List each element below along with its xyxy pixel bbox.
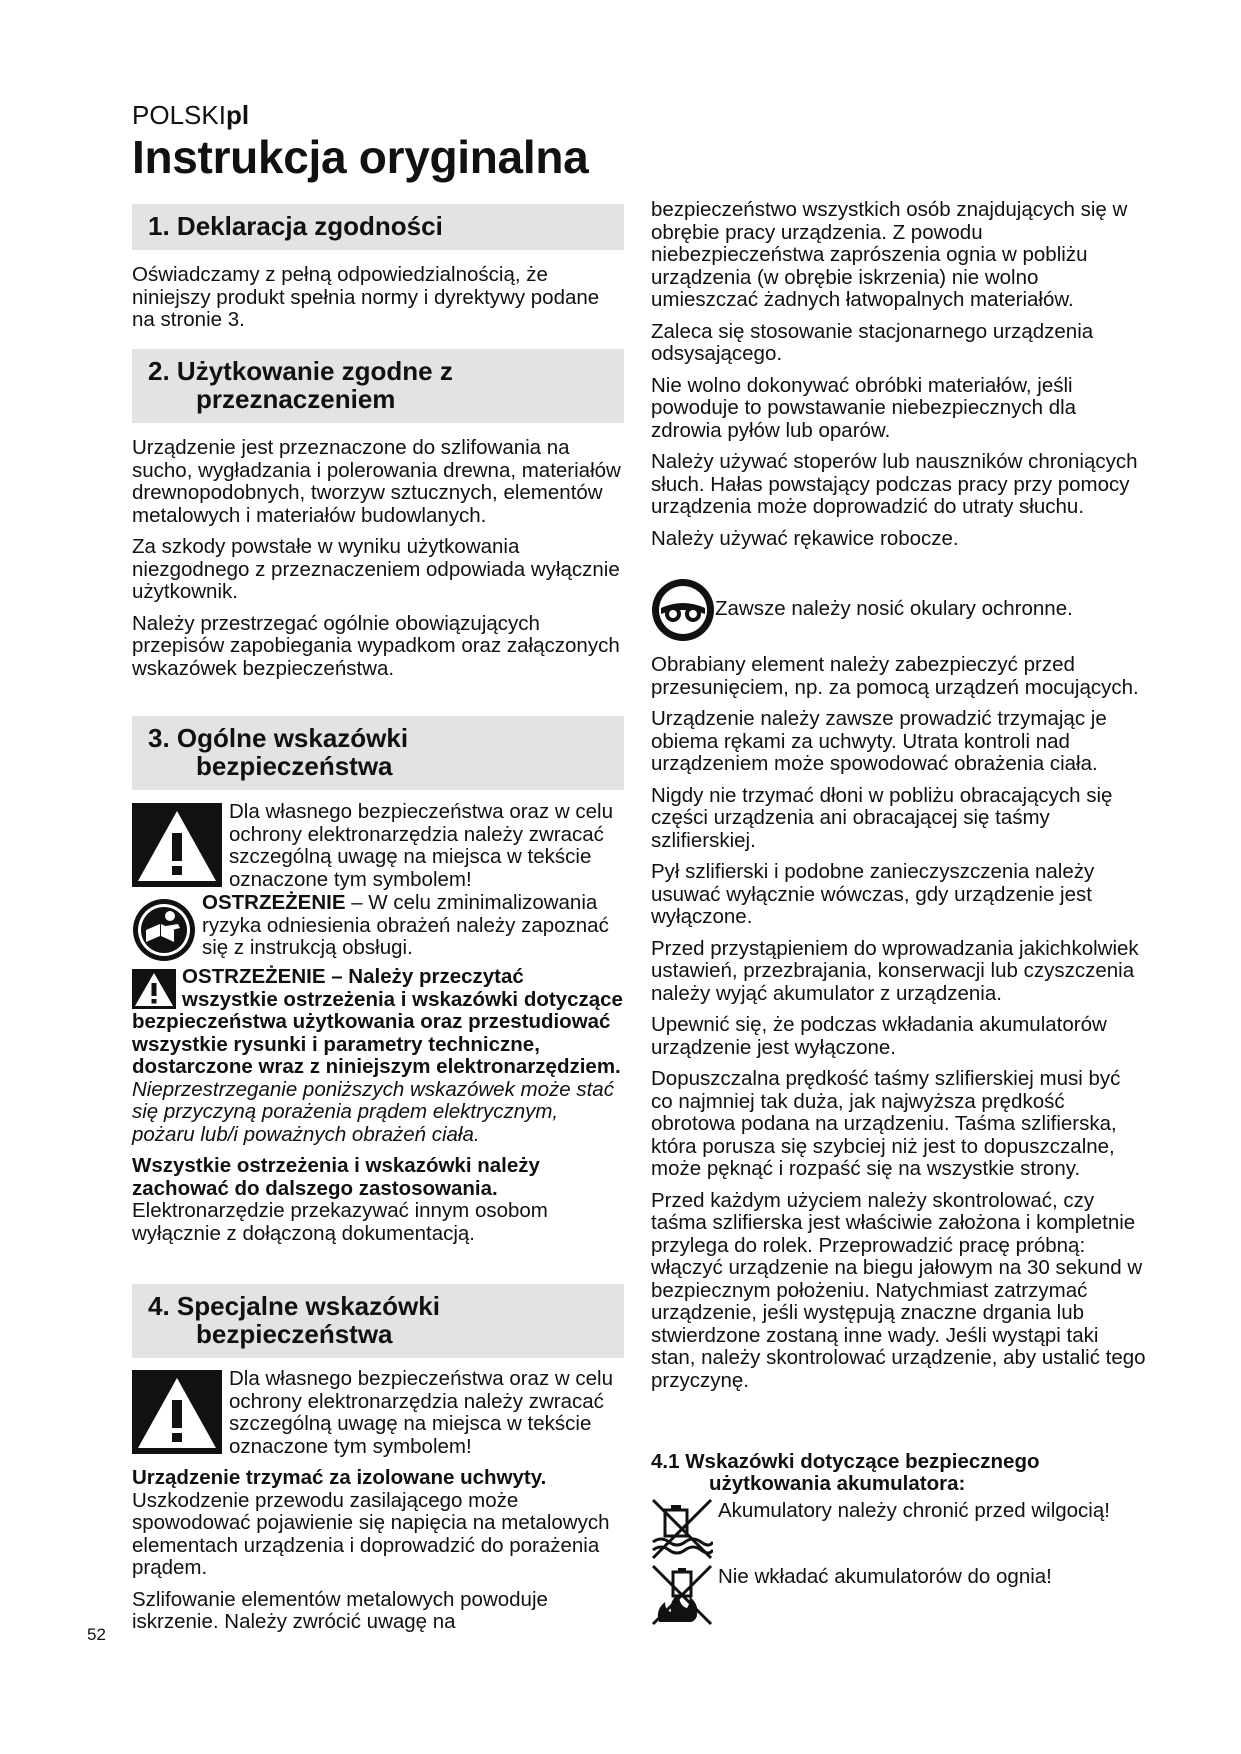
section-2-paragraph: Urządzenie jest przeznaczone do szlifowania na sucho, wygładzania i polerowania drewna, materiałów drewnopodobnych, tworzyw sztucznych, elementów metalowych i materiałów budowlanych.	[132, 436, 621, 527]
section-1-text: Oświadczamy z pełną odpowiedzialnością, że niniejszy produkt spełnia normy i dyrektywy podane na stronie 3.	[132, 263, 600, 331]
section-4-heading: 4. Specjalne wskazówki bezpieczeństwa	[132, 1284, 624, 1358]
section-3-warning-text: Dla własnego bezpieczeństwa oraz w celu ochrony elektronarzędzia należy zwracać szczególną uwagę na miejsca w tekście oznaczone tym symbolem!	[229, 800, 614, 891]
right-paragraph: Nie wolno dokonywać obróbki materiałów, jeśli powoduje to powstawanie niebezpiecznych dla zdrowia pyłów lub oparów.	[651, 373, 1077, 442]
section-3-heading: 3. Ogólne wskazówki bezpieczeństwa	[132, 716, 624, 790]
section-4-warning-text: Dla własnego bezpieczeństwa oraz w celu ochrony elektronarzędzia należy zwracać szczególną uwagę na miejsca w tekście oznaczone tym symbolem!	[229, 1367, 614, 1458]
right-paragraph: Przed każdym użyciem należy skontrolować, czy taśma szlifierska jest właściwie założona i kompletnie przylega do rolek. Przeprowadzić pracę próbną: włączyć urządzenie na biegu jałowym na 30 sekund w bezpiecznym położeniu. Natychmiast zatrzymać urządzenie, jeśli występują znaczne drgania lub stwierdzone zostaną inne wady. Jeśli wystąpi taki stan, należy skontrolować urządzenie, aby ustalić tego przyczynę.	[651, 1188, 1146, 1392]
read-manual-icon	[132, 898, 196, 962]
fire-warning-text: Nie wkładać akumulatorów do ognia!	[718, 1565, 1052, 1588]
moisture-warning-text: Akumulatory należy chronić przed wilgocią!	[718, 1499, 1110, 1522]
right-paragraph: Nigdy nie trzymać dłoni w pobliżu obracających się części urządzenia ani obracającej się taśmy szlifierskiej.	[651, 783, 1113, 852]
page-title: Instrukcja oryginalna	[132, 131, 589, 183]
right-paragraph: Przed przystąpieniem do wprowadzania jakichkolwiek ustawień, przezbrajania, konserwacji lub czyszczenia należy wyjąć akumulator z urządzenia.	[651, 936, 1139, 1005]
right-paragraph: Należy używać stoperów lub nauszników chroniących słuch. Hałas powstający podczas pracy przy pomocy urządzenia może doprowadzić do utraty słuchu.	[651, 450, 1138, 518]
right-paragraph: Pył szlifierski i podobne zanieczyszczenia należy usuwać wyłącznie wówczas, gdy urządzenie jest wyłączone.	[651, 860, 1095, 928]
section-1-heading: 1. Deklaracja zgodności	[132, 204, 624, 250]
no-moisture-icon	[651, 1498, 713, 1560]
language-label: POLSKIpl	[132, 100, 250, 130]
warning-triangle-small-icon	[132, 969, 176, 1009]
no-fire-icon	[651, 1564, 713, 1626]
right-paragraph: Urządzenie należy zawsze prowadzić trzymając je obiema rękami za uchwyty. Utrata kontroli nad urządzeniem może spowodować obrażenia ciała.	[651, 707, 1107, 775]
warning-triangle-icon	[132, 803, 222, 887]
safety-goggles-icon	[651, 578, 715, 642]
warning-triangle-icon	[132, 1370, 222, 1454]
page-number: 52	[87, 1625, 106, 1644]
right-paragraph: bezpieczeństwo wszystkich osób znajdujących się w obrębie pracy urządzenia. Z powodu niebezpieczeństwa zaprószenia ognia w pobliżu urządzenia (w obrębie iskrzenia) nie wolno umieszczać żadnych łatwopalnych materiałów.	[651, 198, 1128, 311]
keep-instructions-text: Wszystkie ostrzeżenia i wskazówki należy zachować do dalszego zastosowania. Elektronarzędzie przekazywać innym osobom wyłącznie z dołączoną dokumentacją.	[132, 1154, 548, 1245]
insulated-grip-text: Urządzenie trzymać za izolowane uchwyty. Uszkodzenie przewodu zasilającego może spowodować pojawienie się napięcia na metalowych elementach urządzenia i doprowadzić do porażenia prądem.	[132, 1466, 610, 1579]
read-manual-warning: OSTRZEŻENIE – W celu zminimalizowania ryzyka odniesienia obrażeń należy zapoznać się z instrukcją obsługi.	[202, 891, 609, 959]
general-safety-warning: OSTRZEŻENIE – Należy przeczytać wszystkie ostrzeżenia i wskazówki dotyczące bezpieczeństwa użytkowania oraz przestudiować wszystkie rysunki i parametry techniczne, dostarczone wraz z niniejszym elektronarzędziem. Nieprzestrzeganie poniższych wskazówek może stać się przyczyną porażenia prądem elektrycznym, pożaru lub/i poważnych obrażeń ciała.	[132, 965, 623, 1146]
right-paragraph: Należy używać rękawice robocze.	[651, 526, 959, 550]
right-paragraph: Upewnić się, że podczas wkładania akumulatorów urządzenie jest wyłączone.	[651, 1013, 1107, 1059]
sparks-text: Szlifowanie elementów metalowych powoduje iskrzenie. Należy zwrócić uwagę na	[132, 1587, 548, 1633]
subsection-4-1-heading: 4.1 Wskazówki dotyczące bezpiecznego użytkowania akumulatora:	[651, 1450, 1040, 1495]
right-paragraph: Dopuszczalna prędkość taśmy szlifierskiej musi być co najmniej tak duża, jak najwyższa prędkość obrotowa podana na urządzeniu. Taśma szlifierska, która porusza się szybciej niż jest to dopuszczalne, może pęknąć i rozpaść się na wszystkie strony.	[651, 1067, 1121, 1180]
section-2-paragraph: Należy przestrzegać ogólnie obowiązujących przepisów zapobiegania wypadkom oraz załączonych wskazówek bezpieczeństwa.	[132, 611, 620, 680]
goggles-text: Zawsze należy nosić okulary ochronne.	[715, 597, 1073, 620]
section-2-paragraph: Za szkody powstałe w wyniku użytkowania niezgodnego z przeznaczeniem odpowiada wyłącznie użytkownik.	[132, 535, 620, 603]
section-2-heading: 2. Użytkowanie zgodne z przeznaczeniem	[132, 349, 624, 423]
right-paragraph: Obrabiany element należy zabezpieczyć przed przesunięciem, np. za pomocą urządzeń mocujących.	[651, 653, 1139, 699]
right-paragraph: Zaleca się stosowanie stacjonarnego urządzenia odsysającego.	[651, 319, 1094, 365]
